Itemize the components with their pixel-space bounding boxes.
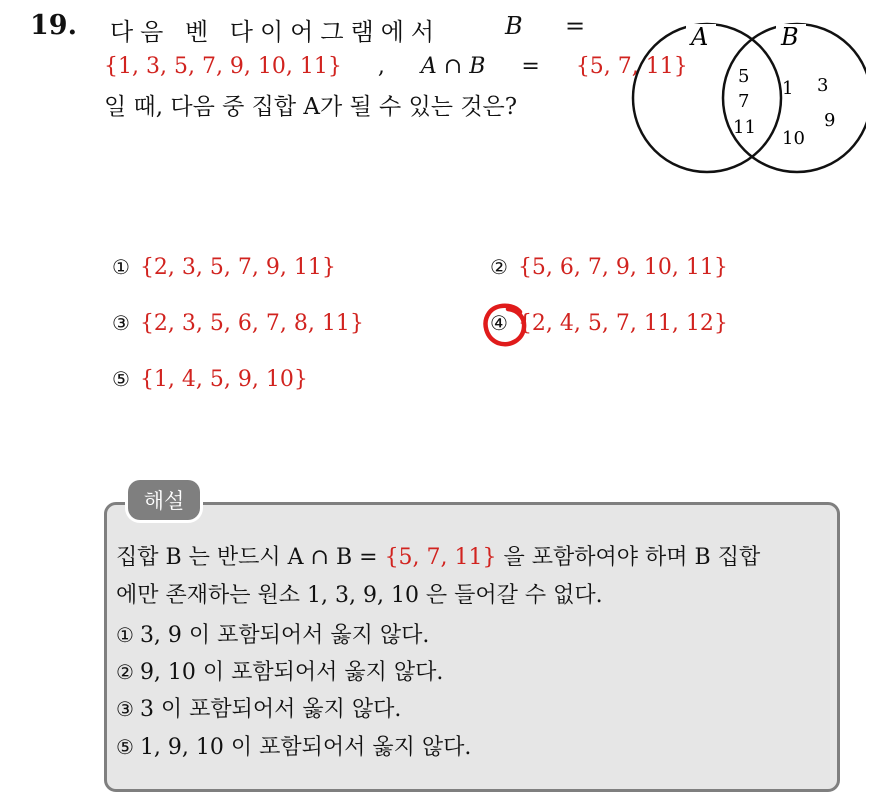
venn-item-5: 5 [738,66,750,87]
comma: , [377,54,385,79]
explanation-item-2-text: 9, 10 이 포함되어서 옳지 않다. [139,660,444,685]
choice-4-set: {2, 4, 5, 7, 11, 12} [517,311,728,336]
explanation-tab: 해설 [128,480,200,520]
choice-5-set: {1, 4, 5, 9, 10} [139,367,308,392]
venn-item-11: 11 [733,117,756,138]
explanation-item-2 [116,655,443,686]
explanation-item-3-text: 3 이 포함되어서 옳지 않다. [139,697,402,722]
equals-sign: = [521,54,540,79]
explanation-line1-post: 을 포함하여야 하며 B 집합 [503,545,761,570]
venn-label-a: A [691,23,709,51]
choice-2[interactable] [490,255,728,280]
choice-2-mark: ② [490,255,508,279]
choice-1[interactable] [112,255,336,280]
question-number: 19. [30,10,77,41]
explanation-item-1-mark: ① [116,623,134,647]
explanation-line1-pre: 집합 B 는 반드시 A ∩ B = [116,545,378,570]
venn-diagram [626,18,866,188]
explanation-item-3 [116,692,401,723]
explanation-item-1-text: 3, 9 이 포함되어서 옳지 않다. [139,623,430,648]
choice-3-mark: ③ [112,311,130,335]
explanation-item-5 [116,730,471,761]
choice-4-mark: ④ [490,311,508,335]
venn-item-3: 3 [817,75,829,96]
choice-1-mark: ① [112,255,130,279]
explanation-line1 [116,540,760,571]
explanation-item-5-text: 1, 9, 10 이 포함되어서 옳지 않다. [139,735,472,760]
question-equals: = [565,12,586,40]
question-text-line2 [104,54,688,79]
question-text-line1: 다음 벤 다이어그램에서 [110,18,442,46]
intersection-value: {5, 7, 11} [575,54,688,79]
question-var-b: B [505,12,523,40]
intersection-expr: A ∩ B [420,54,486,79]
venn-item-1: 1 [782,78,794,99]
explanation-line1-set: {5, 7, 11} [384,545,497,570]
venn-label-b: B [781,23,799,51]
set-b-value: {1, 3, 5, 7, 9, 10, 11} [104,54,342,79]
question-text-line3: 일 때, 다음 중 집합 A가 될 수 있는 것은? [104,94,518,120]
explanation-item-1 [116,618,429,649]
choice-5-mark: ⑤ [112,367,130,391]
venn-item-7: 7 [738,91,750,112]
answer-circle-mark [480,300,530,350]
choice-3-set: {2, 3, 5, 6, 7, 8, 11} [139,311,364,336]
explanation-item-2-mark: ② [116,660,134,684]
venn-item-10: 10 [782,128,805,149]
explanation-item-3-mark: ③ [116,697,134,721]
choice-2-set: {5, 6, 7, 9, 10, 11} [517,255,728,280]
choice-3[interactable] [112,311,364,336]
choice-5[interactable] [112,367,308,392]
choice-1-set: {2, 3, 5, 7, 9, 11} [139,255,336,280]
explanation-line2: 에만 존재하는 원소 1, 3, 9, 10 은 들어갈 수 없다. [116,583,603,608]
explanation-item-5-mark: ⑤ [116,735,134,759]
venn-item-9: 9 [824,110,836,131]
